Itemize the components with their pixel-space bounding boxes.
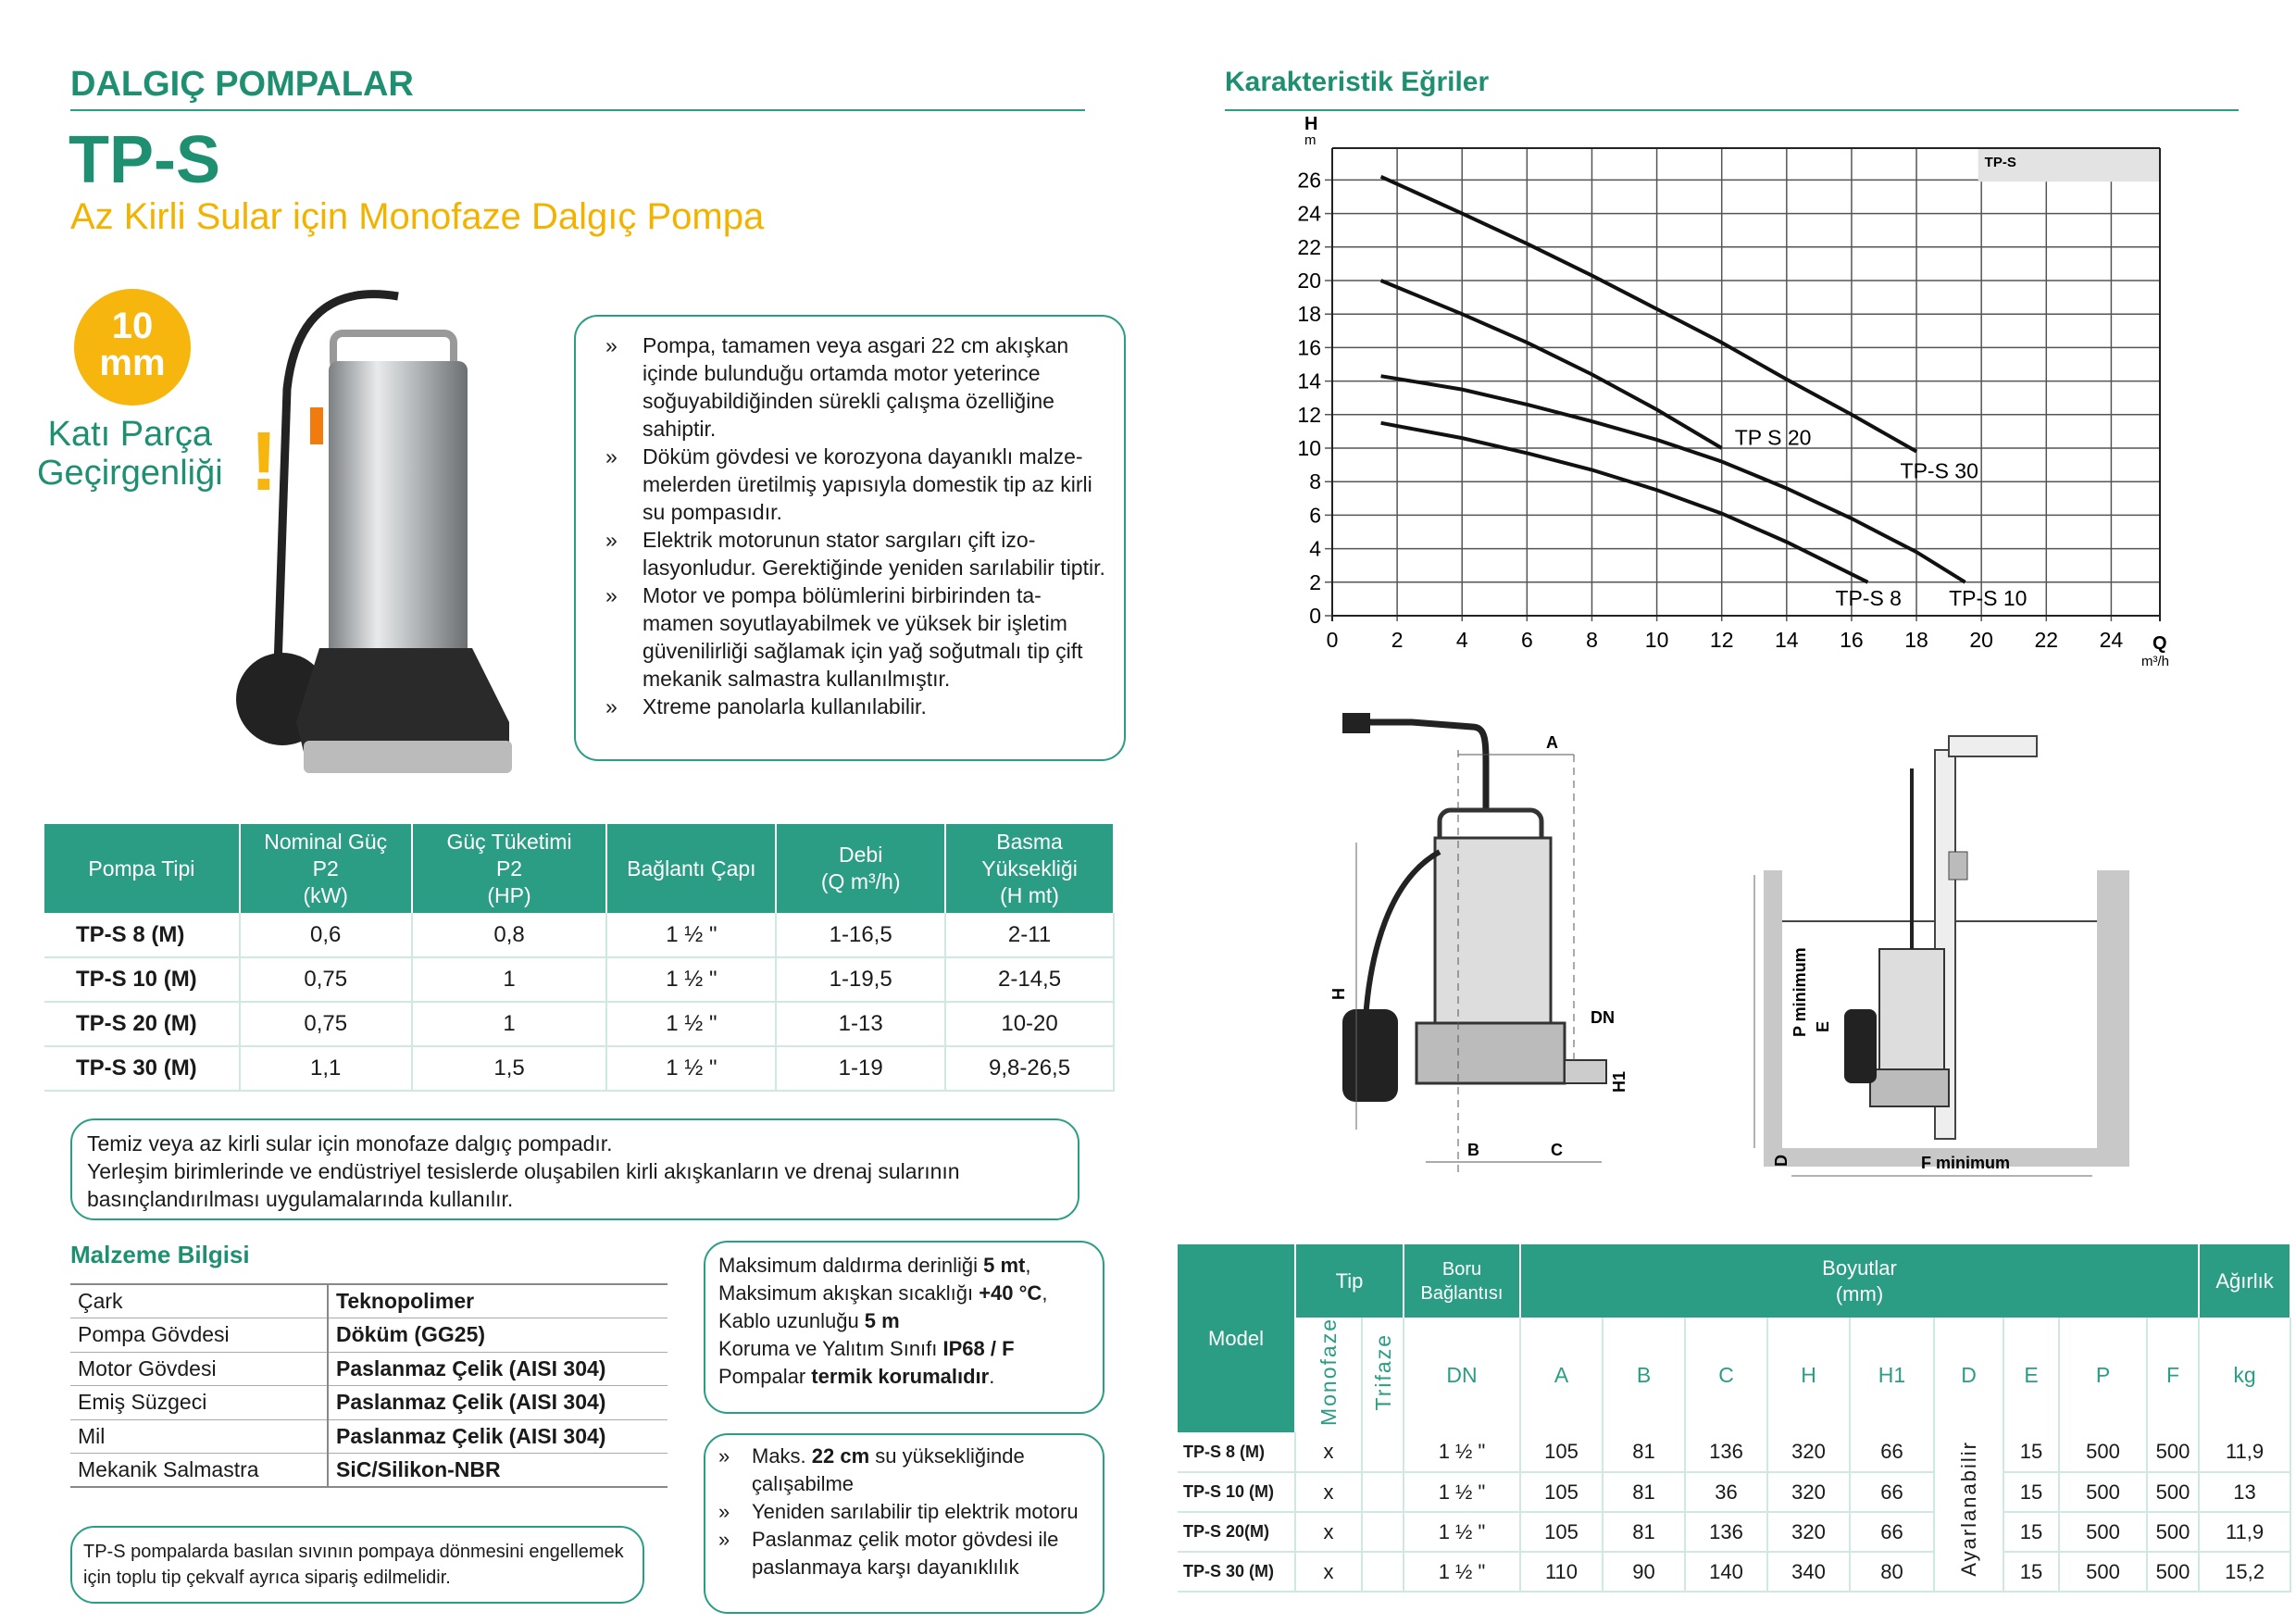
dim-label-h1: H1 bbox=[1610, 1070, 1628, 1093]
description-line: Yerleşim birimlerinde ve endüstriyel tesislerde oluşabilen kirli akışkanların ve drenaj sularının basınçlandırılması uygulamalarında kullanılır. bbox=[87, 1159, 960, 1211]
table-cell: 15 bbox=[2003, 1552, 2059, 1592]
table-cell: 15,2 bbox=[2199, 1552, 2290, 1592]
solids-badge bbox=[74, 289, 191, 406]
material-value: SiC/Silikon-NBR bbox=[328, 1454, 668, 1488]
table-cell: 340 bbox=[1767, 1552, 1850, 1592]
table-cell: 1-19 bbox=[776, 1046, 945, 1091]
spec-table bbox=[44, 824, 1115, 1092]
spec-col-header: Nominal Güç P2 (kW) bbox=[240, 824, 412, 913]
y-tick-label: 6 bbox=[1309, 503, 1321, 528]
table-cell: 500 bbox=[2059, 1432, 2147, 1472]
table-row bbox=[1178, 1512, 2290, 1552]
table-cell: TP-S 10 (M) bbox=[1178, 1472, 1295, 1512]
feature-item: » Elektrik motorunun stator sargıları çift izo-lasyonludur. Gerektiğinde yeniden sarılabilir tiptir. bbox=[593, 526, 1107, 581]
table-cell: 320 bbox=[1767, 1472, 1850, 1512]
pump-image bbox=[231, 278, 537, 782]
curve-label: TP S 20 bbox=[1734, 425, 1812, 450]
table-cell: x bbox=[1295, 1432, 1362, 1472]
limit-text: Maksimum daldırma derinliği bbox=[718, 1254, 984, 1277]
table-cell: 0,75 bbox=[240, 957, 412, 1002]
table-cell: 136 bbox=[1685, 1432, 1767, 1472]
feature-text: Paslanmaz çelik motor gövdesi ile paslanmaya karşı dayanıklılık bbox=[752, 1528, 1059, 1579]
table-cell: 320 bbox=[1767, 1432, 1850, 1472]
table-cell: 1 ½ " bbox=[606, 1002, 776, 1046]
x-tick-label: 24 bbox=[2099, 628, 2124, 652]
material-part: Emiş Süzgeci bbox=[70, 1386, 328, 1420]
adjustable-cell bbox=[1934, 1432, 2003, 1592]
section-title: DALGIÇ POMPALAR bbox=[70, 65, 414, 104]
table-cell: 500 bbox=[2059, 1472, 2147, 1512]
y-axis-unit: m bbox=[1304, 132, 1316, 148]
table-cell: 13 bbox=[2199, 1472, 2290, 1512]
dim-label-dn: DN bbox=[1591, 1008, 1615, 1027]
material-row bbox=[70, 1386, 668, 1420]
table-cell: 500 bbox=[2147, 1472, 2199, 1512]
limit-text: Pompalar bbox=[718, 1365, 812, 1388]
limit-text: Kablo uzunluğu bbox=[718, 1309, 865, 1332]
feature-item bbox=[705, 1526, 1095, 1581]
feature-item: » Motor ve pompa bölümlerini birbirinden ta-mamen soyutlayabilmek ve yüksek bir işletim güvenilirliği sağlamak için yağ soğutmalı tip çift mekanik salmastra kullanılmıştır. bbox=[593, 581, 1107, 693]
badge-value: 10 bbox=[111, 306, 154, 346]
limit-value: +40 °C bbox=[979, 1281, 1042, 1305]
y-tick-label: 4 bbox=[1309, 536, 1321, 561]
curve-label: TP-S 10 bbox=[1949, 586, 2028, 611]
x-tick-label: 6 bbox=[1520, 628, 1533, 652]
feature-text: Yeniden sarılabilir tip elektrik motoru bbox=[752, 1500, 1079, 1523]
material-row bbox=[70, 1419, 668, 1454]
feature-text: su yüksekliğinde çalışabilme bbox=[752, 1444, 1025, 1495]
material-row bbox=[70, 1318, 668, 1353]
y-tick-label: 10 bbox=[1297, 435, 1321, 460]
material-part: Motor Gövdesi bbox=[70, 1352, 328, 1386]
x-tick-label: 16 bbox=[1840, 628, 1864, 652]
table-cell: 66 bbox=[1850, 1512, 1934, 1552]
x-tick-label: 4 bbox=[1455, 628, 1468, 652]
description-line: Temiz veya az kirli sular için monofaze dalgıç pompadır. bbox=[87, 1131, 613, 1156]
table-cell: 90 bbox=[1603, 1552, 1685, 1592]
table-cell: 1 ½ " bbox=[1404, 1552, 1520, 1592]
table-cell: 81 bbox=[1603, 1432, 1685, 1472]
col-model: Model bbox=[1178, 1244, 1295, 1432]
table-cell: 140 bbox=[1685, 1552, 1767, 1592]
chart-legend-title: TP-S bbox=[1984, 155, 2016, 170]
y-tick-label: 16 bbox=[1297, 335, 1321, 360]
y-axis-label: H bbox=[1304, 114, 1318, 134]
material-row bbox=[70, 1352, 668, 1386]
x-tick-label: 14 bbox=[1775, 628, 1799, 652]
y-tick-label: 20 bbox=[1297, 268, 1321, 293]
feature-text: Maks. bbox=[752, 1444, 812, 1468]
feature-item bbox=[705, 1443, 1095, 1498]
dim-label-f-min: F minimum bbox=[1921, 1154, 2011, 1172]
chart-title: Karakteristik Eğriler bbox=[1225, 67, 1490, 97]
table-cell: x bbox=[1295, 1472, 1362, 1512]
col-d: D bbox=[1934, 1318, 2003, 1432]
table-cell: x bbox=[1295, 1552, 1362, 1592]
col-monofaze bbox=[1295, 1318, 1362, 1432]
adjustable-label: Ayarlanabilir bbox=[1956, 1441, 1980, 1577]
y-tick-label: 0 bbox=[1309, 604, 1321, 628]
col-c: C bbox=[1685, 1318, 1767, 1432]
limit-text: Maksimum akışkan sıcaklığı bbox=[718, 1281, 980, 1305]
y-tick-label: 2 bbox=[1309, 569, 1321, 594]
table-cell bbox=[1362, 1472, 1404, 1512]
material-value: Teknopolimer bbox=[328, 1284, 668, 1318]
table-cell: 1-16,5 bbox=[776, 913, 945, 957]
limit-value: 5 mt bbox=[983, 1254, 1026, 1277]
table-cell: 500 bbox=[2147, 1552, 2199, 1592]
solids-label-2: Geçirgenliği bbox=[37, 454, 223, 493]
col-dn: DN bbox=[1404, 1318, 1520, 1432]
table-cell bbox=[1362, 1552, 1404, 1592]
col-b: B bbox=[1603, 1318, 1685, 1432]
table-cell: 105 bbox=[1520, 1432, 1603, 1472]
spec-col-header: Basma Yüksekliği (H mt) bbox=[945, 824, 1114, 913]
x-axis-unit: m³/h bbox=[2141, 654, 2169, 669]
spec-col-header: Pompa Tipi bbox=[44, 824, 240, 913]
solids-label bbox=[37, 415, 223, 493]
boyutlar-label: Boyutlar bbox=[1822, 1255, 1897, 1280]
material-part: Çark bbox=[70, 1284, 328, 1318]
col-p: P bbox=[2059, 1318, 2147, 1432]
limit-suffix: , bbox=[1025, 1254, 1031, 1277]
dimension-drawing-pump bbox=[1329, 694, 1703, 1185]
table-cell: 0,8 bbox=[412, 913, 607, 957]
y-tick-label: 22 bbox=[1297, 234, 1321, 259]
limit-value: termik korumalıdır bbox=[811, 1365, 990, 1388]
x-tick-label: 22 bbox=[2034, 628, 2059, 652]
features-box bbox=[574, 315, 1126, 761]
materials-table bbox=[70, 1283, 668, 1488]
solids-label-1: Katı Parça bbox=[47, 415, 213, 454]
table-cell: 15 bbox=[2003, 1512, 2059, 1552]
limit-text: Koruma ve Yalıtım Sınıfı bbox=[718, 1337, 943, 1360]
col-e: E bbox=[2003, 1318, 2059, 1432]
table-cell: 1 ½ " bbox=[606, 1046, 776, 1091]
material-value: Döküm (GG25) bbox=[328, 1318, 668, 1353]
table-cell: 500 bbox=[2059, 1552, 2147, 1592]
badge-unit: mm bbox=[99, 343, 166, 383]
table-cell: x bbox=[1295, 1512, 1362, 1552]
y-tick-label: 18 bbox=[1297, 302, 1321, 327]
performance-chart bbox=[1259, 111, 2185, 685]
material-value: Paslanmaz Çelik (AISI 304) bbox=[328, 1419, 668, 1454]
table-cell: 11,9 bbox=[2199, 1432, 2290, 1472]
table-row bbox=[44, 1002, 1114, 1046]
feature-item: » Xtreme panolarla kullanılabilir. bbox=[593, 693, 1107, 720]
col-boyutlar bbox=[1520, 1244, 2199, 1318]
table-row bbox=[44, 957, 1114, 1002]
table-cell: 2-11 bbox=[945, 913, 1114, 957]
table-cell: 1-13 bbox=[776, 1002, 945, 1046]
table-cell: 36 bbox=[1685, 1472, 1767, 1512]
col-kg: kg bbox=[2199, 1318, 2290, 1432]
material-value: Paslanmaz Çelik (AISI 304) bbox=[328, 1352, 668, 1386]
table-cell: 1,1 bbox=[240, 1046, 412, 1091]
limits-box bbox=[704, 1241, 1104, 1414]
curve-label: TP-S 30 bbox=[1900, 458, 1978, 483]
table-cell: 80 bbox=[1850, 1552, 1934, 1592]
table-cell: TP-S 30 (M) bbox=[1178, 1552, 1295, 1592]
limit-value: 5 m bbox=[864, 1309, 900, 1332]
table-cell: 15 bbox=[2003, 1432, 2059, 1472]
dim-label-p-min: P minimum bbox=[1791, 947, 1809, 1037]
table-row bbox=[44, 913, 1114, 957]
dim-label-b: B bbox=[1467, 1141, 1479, 1159]
feature-item: » Pompa, tamamen veya asgari 22 cm akışkan içinde bulunduğu ortamda motor yeterince soğuyabildiğinden sürekli çalışma özelliğine sahiptir. bbox=[593, 331, 1107, 443]
trifaze-label: Trifaze bbox=[1370, 1333, 1395, 1411]
x-tick-label: 0 bbox=[1326, 628, 1339, 652]
feature-item bbox=[705, 1498, 1095, 1526]
material-part: Pompa Gövdesi bbox=[70, 1318, 328, 1353]
table-cell: 81 bbox=[1603, 1512, 1685, 1552]
col-f: F bbox=[2147, 1318, 2199, 1432]
material-row bbox=[70, 1284, 668, 1318]
table-cell: 500 bbox=[2059, 1512, 2147, 1552]
page-title: TP-S bbox=[69, 123, 221, 197]
col-boru: Boru Bağlantısı bbox=[1404, 1244, 1520, 1318]
check-valve-note: TP-S pompalarda basılan sıvının pompaya dönmesini engellemek için toplu tip çekvalf ayrıca sipariş edilmelidir. bbox=[70, 1526, 644, 1604]
material-row bbox=[70, 1454, 668, 1488]
table-cell: 105 bbox=[1520, 1512, 1603, 1552]
col-a: A bbox=[1520, 1318, 1603, 1432]
table-cell: 10-20 bbox=[945, 1002, 1114, 1046]
features-list bbox=[593, 331, 1107, 720]
x-tick-label: 20 bbox=[1969, 628, 1993, 652]
dimensions-table bbox=[1178, 1244, 2291, 1593]
feature-item: » Döküm gövdesi ve korozyona dayanıklı malze-melerden üretilmiş yapısıyla domestik tip az kirli su pompasıdır. bbox=[593, 443, 1107, 526]
x-axis-label: Q bbox=[2152, 633, 2167, 654]
material-value: Paslanmaz Çelik (AISI 304) bbox=[328, 1386, 668, 1420]
y-tick-label: 8 bbox=[1309, 469, 1321, 494]
spec-col-header: Bağlantı Çapı bbox=[606, 824, 776, 913]
table-row bbox=[1178, 1552, 2290, 1592]
material-part: Mekanik Salmastra bbox=[70, 1454, 328, 1488]
table-cell: 81 bbox=[1603, 1472, 1685, 1512]
table-cell: TP-S 8 (M) bbox=[44, 913, 240, 957]
x-tick-label: 2 bbox=[1391, 628, 1404, 652]
col-agirlik: Ağırlık bbox=[2199, 1244, 2290, 1318]
col-trifaze bbox=[1362, 1318, 1404, 1432]
table-cell: 1 ½ " bbox=[1404, 1472, 1520, 1512]
table-cell: 0,6 bbox=[240, 913, 412, 957]
dim-label-h: H bbox=[1329, 988, 1348, 1000]
spec-col-header: Debi (Q m³/h) bbox=[776, 824, 945, 913]
table-cell: 136 bbox=[1685, 1512, 1767, 1552]
spec-col-header: Güç Tüketimi P2 (HP) bbox=[412, 824, 607, 913]
dim-label-e: E bbox=[1814, 1020, 1832, 1032]
table-row bbox=[1178, 1432, 2290, 1472]
table-row bbox=[44, 1046, 1114, 1091]
dim-label-d: D bbox=[1772, 1155, 1791, 1167]
table-cell: 500 bbox=[2147, 1512, 2199, 1552]
limit-value: IP68 / F bbox=[942, 1337, 1015, 1360]
table-cell: 9,8-26,5 bbox=[945, 1046, 1114, 1091]
table-cell: TP-S 8 (M) bbox=[1178, 1432, 1295, 1472]
dim-label-a: A bbox=[1546, 733, 1558, 752]
table-cell: 1 ½ " bbox=[606, 913, 776, 957]
boyutlar-unit: (mm) bbox=[1835, 1281, 1884, 1305]
table-cell: TP-S 10 (M) bbox=[44, 957, 240, 1002]
curve-tp-s-10 bbox=[1381, 376, 1965, 582]
table-cell: 1,5 bbox=[412, 1046, 607, 1091]
table-cell: 1 bbox=[412, 957, 607, 1002]
y-tick-label: 24 bbox=[1297, 201, 1321, 226]
installation-drawing bbox=[1741, 731, 2157, 1185]
limit-suffix: , bbox=[1042, 1281, 1048, 1305]
x-tick-label: 18 bbox=[1904, 628, 1928, 652]
table-cell: 320 bbox=[1767, 1512, 1850, 1552]
y-tick-label: 26 bbox=[1297, 168, 1321, 193]
table-cell: 2-14,5 bbox=[945, 957, 1114, 1002]
materials-title: Malzeme Bilgisi bbox=[70, 1241, 250, 1268]
table-cell: 1 bbox=[412, 1002, 607, 1046]
limit-line bbox=[718, 1252, 1090, 1280]
table-cell: 1 ½ " bbox=[606, 957, 776, 1002]
table-cell: 105 bbox=[1520, 1472, 1603, 1512]
curve-tp-s-20 bbox=[1381, 281, 1722, 448]
table-cell: 110 bbox=[1520, 1552, 1603, 1592]
limit-line bbox=[718, 1363, 1090, 1391]
feature-bold: 22 cm bbox=[811, 1444, 870, 1468]
col-h1: H1 bbox=[1850, 1318, 1934, 1432]
x-tick-label: 8 bbox=[1586, 628, 1598, 652]
y-tick-label: 14 bbox=[1297, 369, 1321, 394]
limit-suffix: . bbox=[989, 1365, 995, 1388]
material-part: Mil bbox=[70, 1419, 328, 1454]
page-subtitle: Az Kirli Sular için Monofaze Dalgıç Pompa bbox=[70, 196, 765, 237]
table-cell: 500 bbox=[2147, 1432, 2199, 1472]
exclamation-icon: ! bbox=[250, 416, 278, 508]
table-cell: 15 bbox=[2003, 1472, 2059, 1512]
col-tip: Tip bbox=[1295, 1244, 1404, 1318]
limit-line bbox=[718, 1307, 1090, 1335]
y-tick-label: 12 bbox=[1297, 402, 1321, 427]
table-cell: 11,9 bbox=[2199, 1512, 2290, 1552]
curve-label: TP-S 8 bbox=[1835, 586, 1902, 611]
monofaze-label: Monofaze bbox=[1316, 1318, 1341, 1427]
x-tick-label: 12 bbox=[1709, 628, 1734, 652]
description-box bbox=[70, 1118, 1079, 1220]
table-cell: TP-S 20 (M) bbox=[44, 1002, 240, 1046]
x-tick-label: 10 bbox=[1644, 628, 1669, 652]
table-cell: 1-19,5 bbox=[776, 957, 945, 1002]
table-row bbox=[1178, 1472, 2290, 1512]
table-cell: 66 bbox=[1850, 1472, 1934, 1512]
table-cell: TP-S 30 (M) bbox=[44, 1046, 240, 1091]
divider bbox=[70, 109, 1085, 111]
table-cell bbox=[1362, 1512, 1404, 1552]
col-h: H bbox=[1767, 1318, 1850, 1432]
limit-line bbox=[718, 1280, 1090, 1307]
limit-line bbox=[718, 1335, 1090, 1363]
dim-label-c: C bbox=[1551, 1141, 1563, 1159]
table-cell: 66 bbox=[1850, 1432, 1934, 1472]
table-cell: TP-S 20(M) bbox=[1178, 1512, 1295, 1552]
features2-box bbox=[704, 1433, 1104, 1614]
table-cell bbox=[1362, 1432, 1404, 1472]
table-cell: 1 ½ " bbox=[1404, 1432, 1520, 1472]
table-cell: 0,75 bbox=[240, 1002, 412, 1046]
table-cell: 1 ½ " bbox=[1404, 1512, 1520, 1552]
